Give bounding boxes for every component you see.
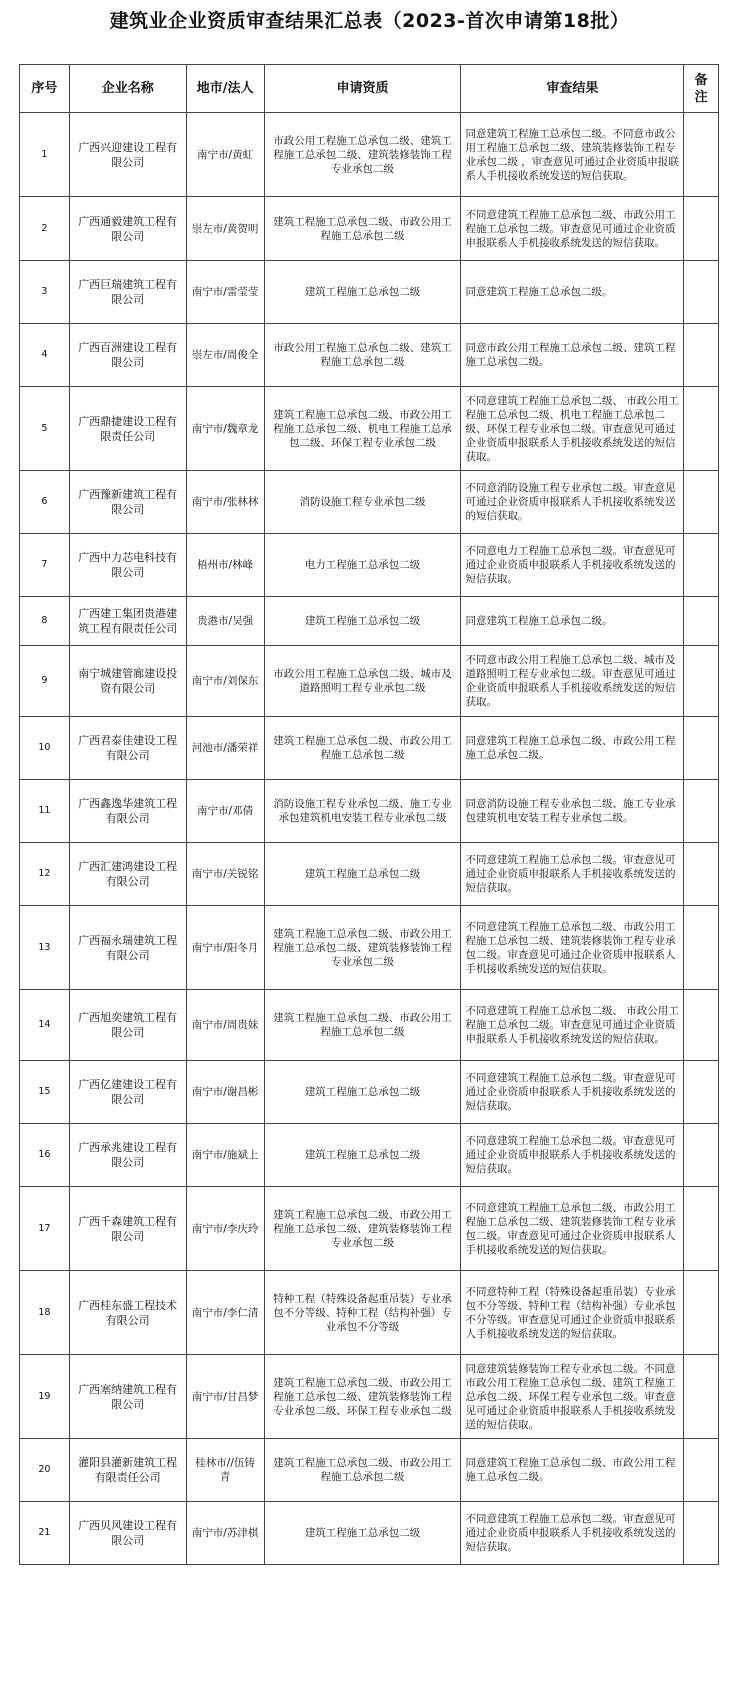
page-title: 建筑业企业资质审查结果汇总表（2023-首次申请第18批）	[109, 10, 630, 32]
cell-company: 广西千森建筑工程有限公司	[69, 1187, 186, 1271]
cell-no: 18	[20, 1271, 70, 1355]
cell-result: 同意建筑工程施工总承包二级。	[461, 597, 684, 646]
header-company: 企业名称	[69, 65, 186, 113]
cell-remark	[684, 534, 719, 597]
cell-qualification: 建筑工程施工总承包二级	[264, 597, 461, 646]
cell-qualification: 市政公用工程施工总承包二级、建筑工程施工总承包二级	[264, 324, 461, 387]
cell-qualification: 建筑工程施工总承包二级、市政公用工程施工总承包二级	[264, 1439, 461, 1502]
cell-city: 南宁市/谢昌彬	[186, 1061, 264, 1124]
table-row	[20, 717, 719, 780]
cell-qualification: 建筑工程施工总承包二级、市政公用工程施工总承包二级、建筑装修装饰工程专业承包二级	[264, 906, 461, 990]
cell-result: 不同意建筑工程施工总承包二级、市政公用工程施工总承包二级、建筑装修装饰工程专业承包二级。审查意见可通过企业资质申报联系人手机接收系统发送的短信获取。	[461, 906, 684, 990]
cell-company: 广西君泰佳建设工程有限公司	[69, 717, 186, 780]
cell-city: 桂林市//伍铸青	[186, 1439, 264, 1502]
table-row	[20, 1439, 719, 1502]
cell-result: 同意市政公用工程施工总承包二级、建筑工程施工总承包二级。	[461, 324, 684, 387]
cell-remark	[684, 113, 719, 197]
cell-remark	[684, 990, 719, 1061]
cell-result: 不同意建筑工程施工总承包二级。审查意见可通过企业资质申报联系人手机接收系统发送的短信获取。	[461, 1124, 684, 1187]
cell-city: 南宁市/邓倩	[186, 780, 264, 843]
cell-result: 不同意建筑工程施工总承包二级。审查意见可通过企业资质申报联系人手机接收系统发送的短信获取。	[461, 1061, 684, 1124]
cell-qualification: 建筑工程施工总承包二级	[264, 1061, 461, 1124]
cell-city: 南宁市/李庆玲	[186, 1187, 264, 1271]
table-row	[20, 471, 719, 534]
table-row	[20, 1124, 719, 1187]
cell-company: 广西巨瑞建筑工程有限公司	[69, 261, 186, 324]
cell-company: 广西通毅建筑工程有限公司	[69, 197, 186, 261]
cell-no: 11	[20, 780, 70, 843]
header-qualification: 申请资质	[264, 65, 461, 113]
header-city: 地市/法人	[186, 65, 264, 113]
cell-remark	[684, 646, 719, 717]
cell-no: 3	[20, 261, 70, 324]
cell-qualification: 建筑工程施工总承包二级、市政公用工程施工总承包二级	[264, 990, 461, 1061]
cell-result: 不同意电力工程施工总承包二级。审查意见可通过企业资质申报联系人手机接收系统发送的短信获取。	[461, 534, 684, 597]
cell-remark	[684, 197, 719, 261]
table-row	[20, 113, 719, 197]
cell-no: 9	[20, 646, 70, 717]
table-row	[20, 990, 719, 1061]
cell-no: 4	[20, 324, 70, 387]
cell-qualification: 建筑工程施工总承包二级	[264, 1124, 461, 1187]
table-row	[20, 843, 719, 906]
cell-no: 7	[20, 534, 70, 597]
cell-company: 广西兴迎建设工程有限公司	[69, 113, 186, 197]
cell-result: 同意建筑工程施工总承包二级、市政公用工程施工总承包二级。	[461, 717, 684, 780]
cell-result: 不同意建筑工程施工总承包二级、市政公用工程施工总承包二级、建筑装修装饰工程专业承包二级。审查意见可通过企业资质申报联系人手机接收系统发送的短信获取。	[461, 1187, 684, 1271]
table-row	[20, 1187, 719, 1271]
cell-remark	[684, 843, 719, 906]
table-row	[20, 387, 719, 471]
cell-no: 12	[20, 843, 70, 906]
cell-result: 同意建筑装修装饰工程专业承包二级。不同意市政公用工程施工总承包二级、建筑工程施工总承包二级、环保工程专业承包二级。审查意见可通过企业资质申报联系人手机接收系统发送的短信获取。	[461, 1355, 684, 1439]
cell-remark	[684, 717, 719, 780]
cell-company: 广西中力芯电科技有限公司	[69, 534, 186, 597]
cell-remark	[684, 1124, 719, 1187]
cell-company: 广西汇建鸿建设工程有限公司	[69, 843, 186, 906]
table-row	[20, 261, 719, 324]
cell-no: 17	[20, 1187, 70, 1271]
table-body	[20, 113, 719, 1565]
cell-company: 广西塞纳建筑工程有限公司	[69, 1355, 186, 1439]
cell-remark	[684, 906, 719, 990]
cell-city: 南宁市/施斌上	[186, 1124, 264, 1187]
cell-result: 不同意建筑工程施工总承包二级、 市政公用工程施工总承包二级、机电工程施工总承包二级、环保工程专业承包二级。审查意见可通过企业资质申报联系人手机接收系统发送的短信获取。	[461, 387, 684, 471]
cell-qualification: 建筑工程施工总承包二级、市政公用工程施工总承包二级、建筑装修装饰工程专业承包二级	[264, 1187, 461, 1271]
cell-qualification: 建筑工程施工总承包二级	[264, 843, 461, 906]
table-row	[20, 1271, 719, 1355]
cell-no: 19	[20, 1355, 70, 1439]
cell-company: 广西承兆建设工程有限公司	[69, 1124, 186, 1187]
header-result: 审查结果	[461, 65, 684, 113]
results-table	[19, 64, 719, 1565]
cell-qualification: 建筑工程施工总承包二级	[264, 1502, 461, 1565]
cell-city: 南宁市/阳冬月	[186, 906, 264, 990]
cell-no: 14	[20, 990, 70, 1061]
cell-company: 广西鼎捷建设工程有限责任公司	[69, 387, 186, 471]
cell-no: 8	[20, 597, 70, 646]
cell-qualification: 电力工程施工总承包二级	[264, 534, 461, 597]
cell-remark	[684, 780, 719, 843]
header-row	[20, 65, 719, 113]
cell-result: 不同意建筑工程施工总承包二级、市政公用工程施工总承包二级。审查意见可通过企业资质申报联系人手机接收系统发送的短信获取。	[461, 197, 684, 261]
cell-remark	[684, 1187, 719, 1271]
cell-result: 同意建筑工程施工总承包二级。	[461, 261, 684, 324]
cell-company: 灌阳县灌新建筑工程有限责任公司	[69, 1439, 186, 1502]
cell-remark	[684, 1355, 719, 1439]
cell-company: 南宁城建管廊建设投资有限公司	[69, 646, 186, 717]
cell-no: 13	[20, 906, 70, 990]
cell-remark	[684, 1061, 719, 1124]
cell-qualification: 消防设施工程专业承包二级	[264, 471, 461, 534]
cell-remark	[684, 1439, 719, 1502]
cell-remark	[684, 1271, 719, 1355]
cell-no: 21	[20, 1502, 70, 1565]
cell-company: 广西建工集团贵港建筑工程有限责任公司	[69, 597, 186, 646]
cell-no: 20	[20, 1439, 70, 1502]
cell-no: 2	[20, 197, 70, 261]
table-row	[20, 906, 719, 990]
cell-city: 南宁市/苏津棋	[186, 1502, 264, 1565]
table-row	[20, 780, 719, 843]
cell-result: 同意消防设施工程专业承包二级、施工专业承包建筑机电安装工程专业承包二级。	[461, 780, 684, 843]
cell-qualification: 建筑工程施工总承包二级	[264, 261, 461, 324]
cell-result: 不同意特种工程（特殊设备起重吊装）专业承包不分等级、特种工程（结构补强）专业承包不分等级。审查意见可通过企业资质申报联系人手机接收系统发送的短信获取。	[461, 1271, 684, 1355]
cell-company: 广西豫新建筑工程有限公司	[69, 471, 186, 534]
cell-company: 广西百洲建设工程有限公司	[69, 324, 186, 387]
cell-result: 不同意消防设施工程专业承包二级。审查意见可通过企业资质申报联系人手机接收系统发送的短信获取。	[461, 471, 684, 534]
table-row	[20, 1355, 719, 1439]
table-row	[20, 646, 719, 717]
table-row	[20, 534, 719, 597]
cell-city: 南宁市/黄虹	[186, 113, 264, 197]
cell-no: 16	[20, 1124, 70, 1187]
cell-remark	[684, 597, 719, 646]
table-row	[20, 597, 719, 646]
cell-result: 不同意建筑工程施工总承包二级。审查意见可通过企业资质申报联系人手机接收系统发送的短信获取。	[461, 843, 684, 906]
cell-no: 5	[20, 387, 70, 471]
cell-remark	[684, 1502, 719, 1565]
cell-company: 广西鑫逸华建筑工程有限公司	[69, 780, 186, 843]
cell-result: 同意建筑工程施工总承包二级、市政公用工程施工总承包二级。	[461, 1439, 684, 1502]
cell-city: 南宁市/刘保东	[186, 646, 264, 717]
cell-qualification: 市政公用工程施工总承包二级、城市及道路照明工程专业承包二级	[264, 646, 461, 717]
header-no: 序号	[20, 65, 70, 113]
cell-result: 不同意市政公用工程施工总承包二级、城市及道路照明工程专业承包二级。审查意见可通过企业资质申报联系人手机接收系统发送的短信获取。	[461, 646, 684, 717]
cell-city: 河池市/潘荣祥	[186, 717, 264, 780]
table-row	[20, 197, 719, 261]
cell-company: 广西福永瑞建筑工程有限公司	[69, 906, 186, 990]
cell-result: 不同意建筑工程施工总承包二级、 市政公用工程施工总承包二级。审查意见可通过企业资质申报联系人手机接收系统发送的短信获取。	[461, 990, 684, 1061]
cell-city: 梧州市/林峰	[186, 534, 264, 597]
cell-city: 崇左市/黄贺明	[186, 197, 264, 261]
cell-qualification: 建筑工程施工总承包二级、市政公用工程施工总承包二级	[264, 197, 461, 261]
cell-city: 南宁市/甘昌梦	[186, 1355, 264, 1439]
cell-city: 南宁市/魏章龙	[186, 387, 264, 471]
cell-city: 南宁市/张林林	[186, 471, 264, 534]
cell-qualification: 消防设施工程专业承包二级、施工专业承包建筑机电安装工程专业承包二级	[264, 780, 461, 843]
cell-city: 南宁市/关锐铭	[186, 843, 264, 906]
cell-city: 贵港市/吴强	[186, 597, 264, 646]
cell-city: 南宁市/周贵妹	[186, 990, 264, 1061]
cell-no: 1	[20, 113, 70, 197]
cell-remark	[684, 261, 719, 324]
table-row	[20, 1061, 719, 1124]
cell-qualification: 建筑工程施工总承包二级、市政公用工程施工总承包二级、机电工程施工总承包二级、环保工程专业承包二级	[264, 387, 461, 471]
cell-qualification: 建筑工程施工总承包二级、市政公用工程施工总承包二级	[264, 717, 461, 780]
header-remark: 备注	[684, 65, 719, 113]
cell-city: 南宁市/李仁清	[186, 1271, 264, 1355]
cell-no: 10	[20, 717, 70, 780]
cell-company: 广西亿建建设工程有限公司	[69, 1061, 186, 1124]
cell-company: 广西贝风建设工程有限公司	[69, 1502, 186, 1565]
cell-city: 崇左市/周俊全	[186, 324, 264, 387]
cell-company: 广西旭奕建筑工程有限公司	[69, 990, 186, 1061]
cell-city: 南宁市/雷莹莹	[186, 261, 264, 324]
cell-result: 同意建筑工程施工总承包二级。不同意市政公用工程施工总承包二级、建筑装修装饰工程专业承包二级 ，审查意见可通过企业资质申报联系人手机接收系统发送的短信获取。	[461, 113, 684, 197]
table-row	[20, 324, 719, 387]
table-row	[20, 1502, 719, 1565]
cell-qualification: 建筑工程施工总承包二级、市政公用工程施工总承包二级、建筑装修装饰工程专业承包二级、环保工程专业承包二级	[264, 1355, 461, 1439]
cell-remark	[684, 387, 719, 471]
cell-remark	[684, 324, 719, 387]
cell-result: 不同意建筑工程施工总承包二级。审查意见可通过企业资质申报联系人手机接收系统发送的短信获取。	[461, 1502, 684, 1565]
cell-qualification: 特种工程（特殊设备起重吊装）专业承包不分等级、特种工程（结构补强）专业承包不分等级	[264, 1271, 461, 1355]
cell-no: 15	[20, 1061, 70, 1124]
cell-no: 6	[20, 471, 70, 534]
cell-remark	[684, 471, 719, 534]
cell-qualification: 市政公用工程施工总承包二级、建筑工程施工总承包二级、建筑装修装饰工程专业承包二级	[264, 113, 461, 197]
cell-company: 广西桂东盛工程技术有限公司	[69, 1271, 186, 1355]
